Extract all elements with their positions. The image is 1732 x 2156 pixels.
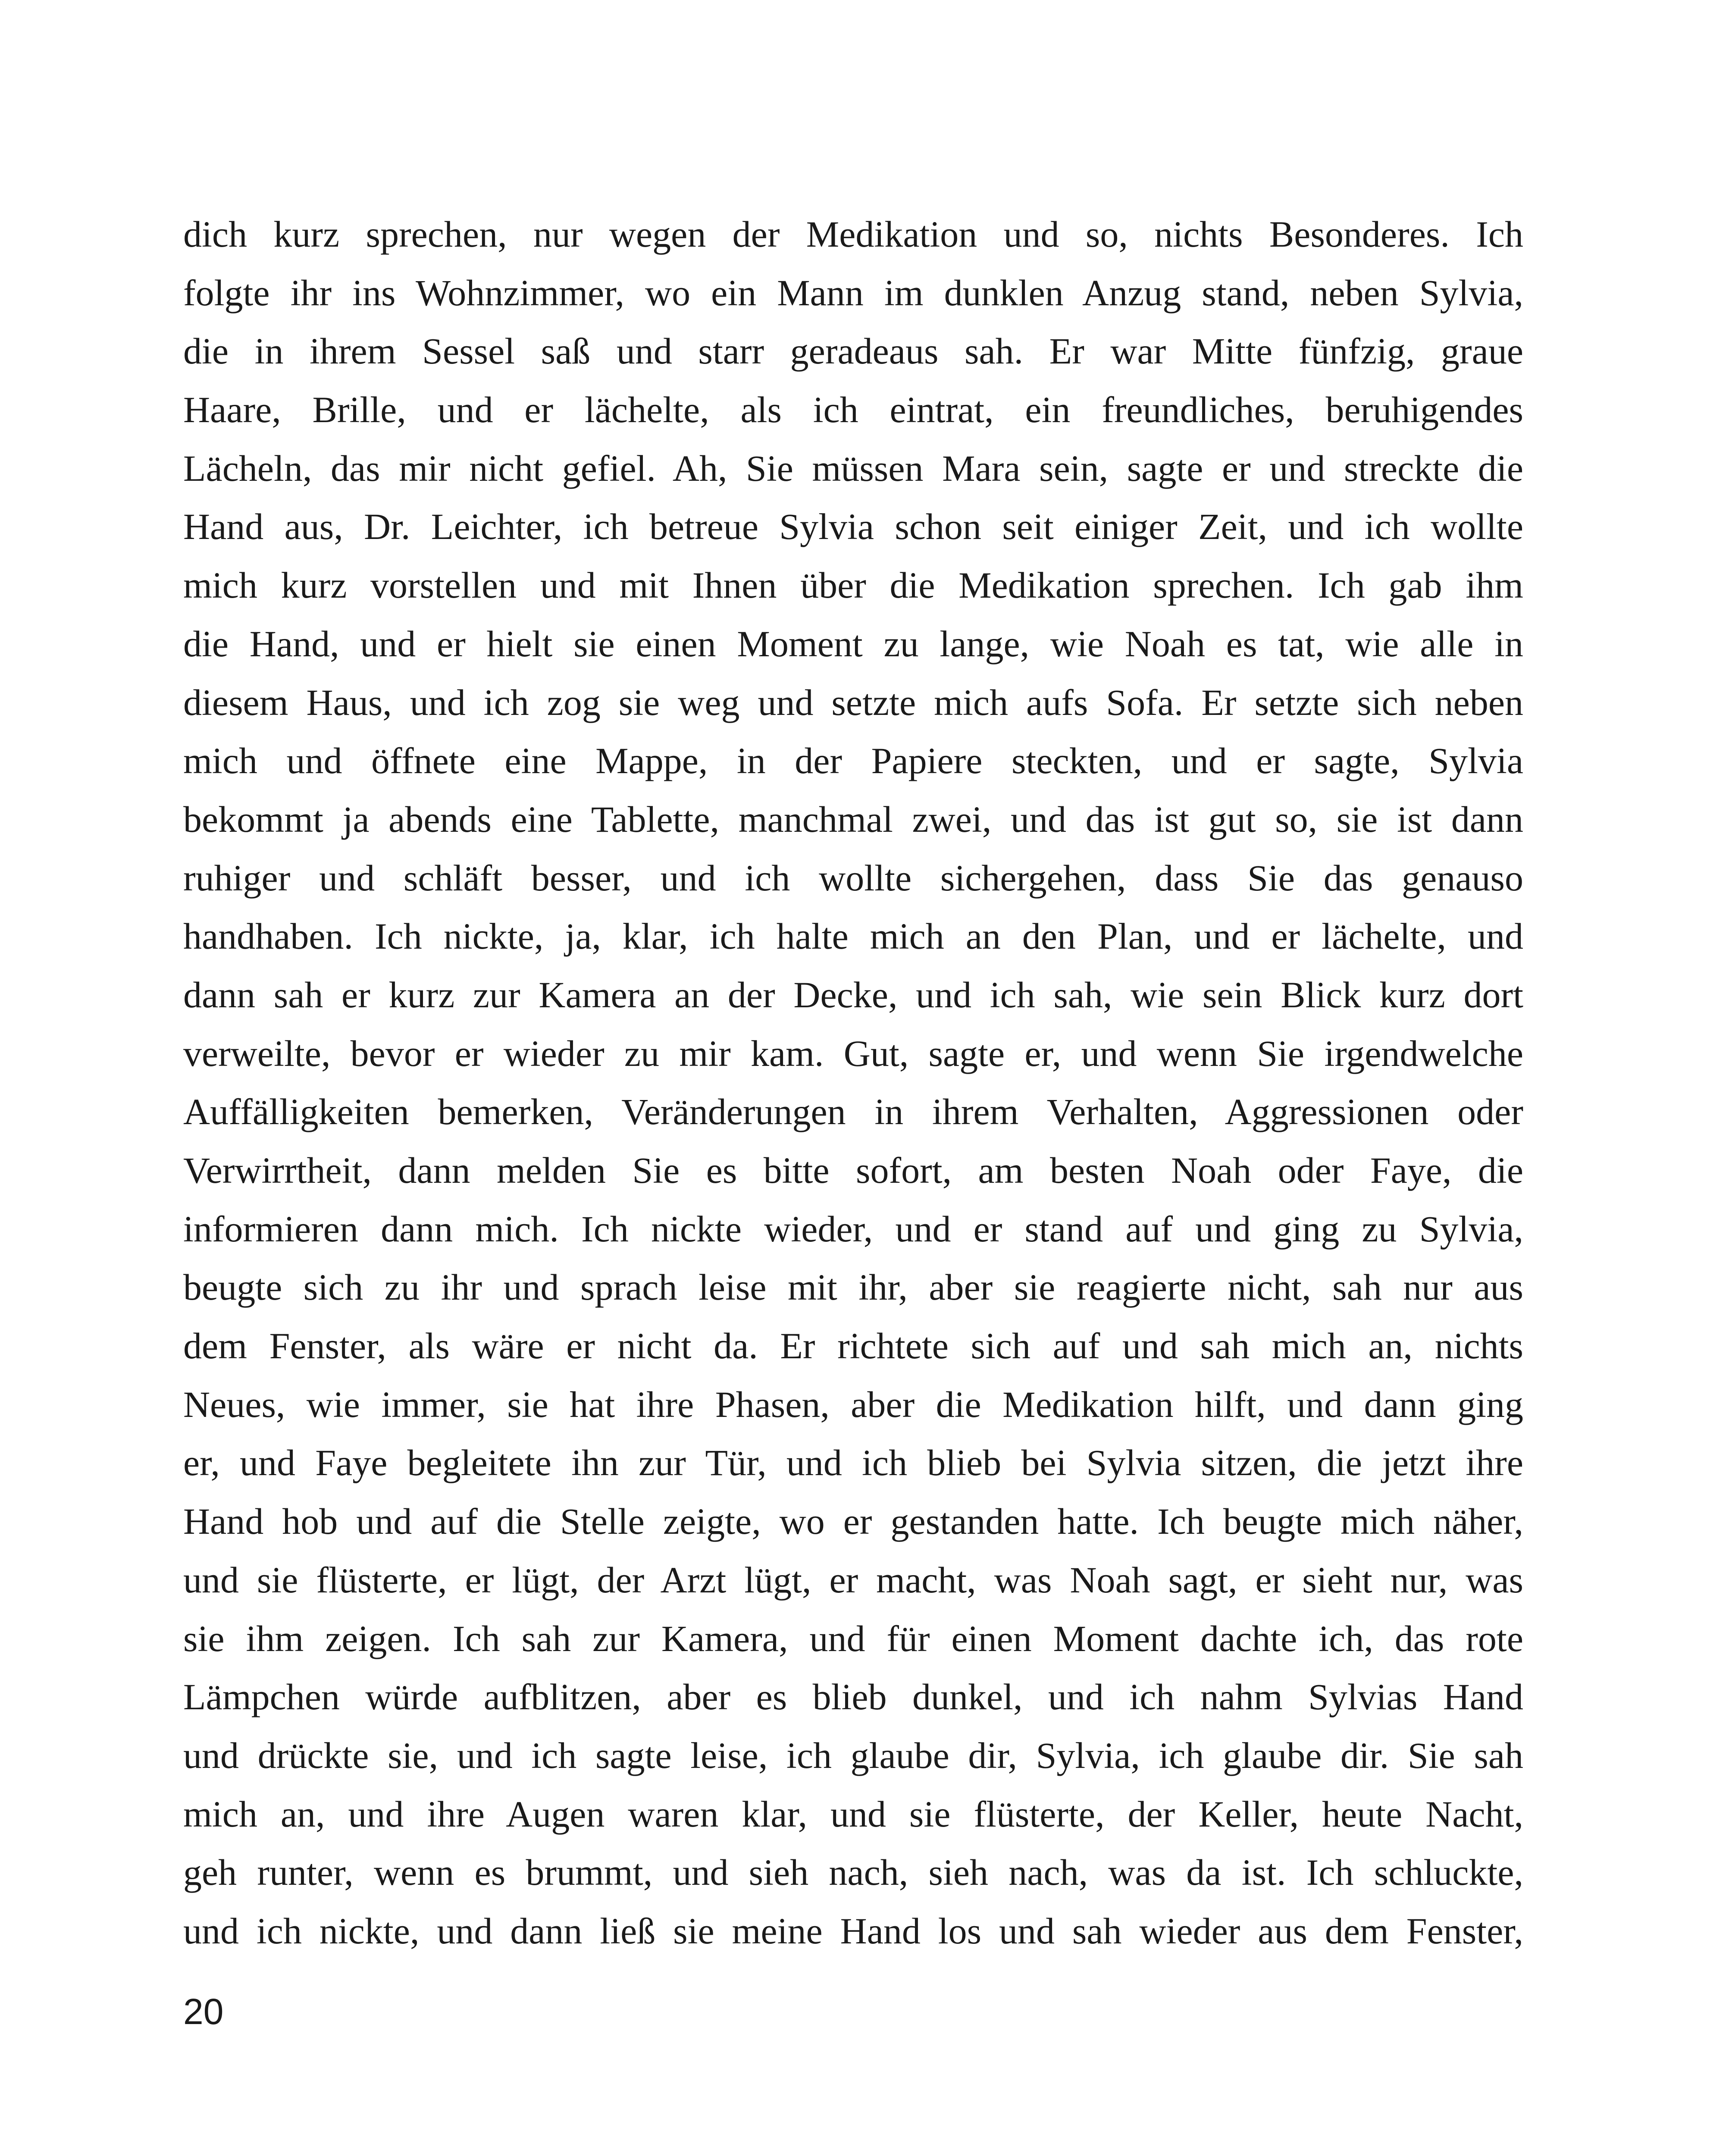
body-text xyxy=(183,205,1523,1961)
text-line: die in ihrem Sessel saß und starr geradeaus sah. Er war Mitte fünfzig, graue xyxy=(183,330,1523,372)
text-line: Verwirrtheit, dann melden Sie es bitte sofort, am besten Noah oder Faye, die xyxy=(183,1150,1523,1191)
text-line: sie ihm zeigen. Ich sah zur Kamera, und für einen Moment dachte ich, das rote xyxy=(183,1617,1523,1659)
text-line: mich an, und ihre Augen waren klar, und sie flüsterte, der Keller, heute Nacht, xyxy=(183,1793,1523,1835)
text-line: bekommt ja abends eine Tablette, manchmal zwei, und das ist gut so, sie ist dann xyxy=(183,798,1523,840)
text-line: handhaben. Ich nickte, ja, klar, ich halte mich an den Plan, und er lächelte, und xyxy=(183,915,1523,957)
text-line: Hand hob und auf die Stelle zeigte, wo er gestanden hatte. Ich beugte mich näher, xyxy=(183,1501,1523,1542)
text-line: Hand aus, Dr. Leichter, ich betreue Sylvia schon seit einiger Zeit, und ich wollte xyxy=(183,506,1523,548)
text-line: und drückte sie, und ich sagte leise, ich glaube dir, Sylvia, ich glaube dir. Sie sah xyxy=(183,1734,1523,1776)
text-line: folgte ihr ins Wohnzimmer, wo ein Mann im dunklen Anzug stand, neben Sylvia, xyxy=(183,272,1523,313)
text-line: mich und öffnete eine Mappe, in der Papiere steckten, und er sagte, Sylvia xyxy=(183,740,1523,782)
text-line: Lächeln, das mir nicht gefiel. Ah, Sie müssen Mara sein, sagte er und streckte die xyxy=(183,447,1523,489)
text-line: die Hand, und er hielt sie einen Moment zu lange, wie Noah es tat, wie alle in xyxy=(183,623,1523,664)
text-line: mich kurz vorstellen und mit Ihnen über die Medikation sprechen. Ich gab ihm xyxy=(183,564,1523,606)
text-line: Lämpchen würde aufblitzen, aber es blieb dunkel, und ich nahm Sylvias Hand xyxy=(183,1676,1523,1718)
text-line: beugte sich zu ihr und sprach leise mit ihr, aber sie reagierte nicht, sah nur aus xyxy=(183,1266,1523,1308)
text-line: und sie flüsterte, er lügt, der Arzt lügt, er macht, was Noah sagt, er sieht nur, was xyxy=(183,1559,1523,1601)
text-line: dann sah er kurz zur Kamera an der Decke, und ich sah, wie sein Blick kurz dort xyxy=(183,974,1523,1015)
text-line: dem Fenster, als wäre er nicht da. Er richtete sich auf und sah mich an, nichts xyxy=(183,1325,1523,1367)
text-line: er, und Faye begleitete ihn zur Tür, und ich blieb bei Sylvia sitzen, die jetzt ihre xyxy=(183,1442,1523,1484)
text-line: Neues, wie immer, sie hat ihre Phasen, aber die Medikation hilft, und dann ging xyxy=(183,1383,1523,1425)
text-line: diesem Haus, und ich zog sie weg und setzte mich aufs Sofa. Er setzte sich neben xyxy=(183,681,1523,723)
text-line: Haare, Brille, und er lächelte, als ich eintrat, ein freundliches, beruhigendes xyxy=(183,389,1523,431)
text-line: informieren dann mich. Ich nickte wieder, und er stand auf und ging zu Sylvia, xyxy=(183,1208,1523,1250)
text-line: Auffälligkeiten bemerken, Veränderungen in ihrem Verhalten, Aggressionen oder xyxy=(183,1091,1523,1133)
text-line: ruhiger und schläft besser, und ich wollte sichergehen, dass Sie das genauso xyxy=(183,857,1523,899)
text-line: verweilte, bevor er wieder zu mir kam. Gut, sagte er, und wenn Sie irgendwelche xyxy=(183,1032,1523,1074)
text-line: und ich nickte, und dann ließ sie meine Hand los und sah wieder aus dem Fenster, xyxy=(183,1910,1523,1952)
page-number: 20 xyxy=(183,1991,224,2032)
text-line: dich kurz sprechen, nur wegen der Medikation und so, nichts Besonderes. Ich xyxy=(183,213,1523,255)
text-line: geh runter, wenn es brummt, und sieh nach, sieh nach, was da ist. Ich schluckte, xyxy=(183,1852,1523,1893)
